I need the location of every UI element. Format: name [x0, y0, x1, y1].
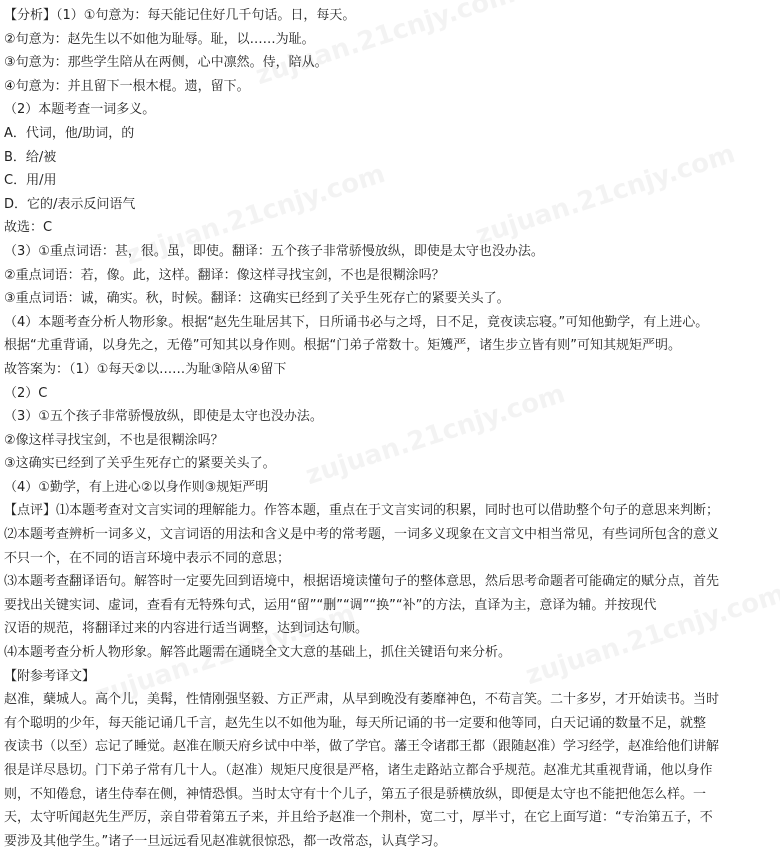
text-line: ②像这样寻找宝剑，不也是很糊涂吗？ [4, 432, 224, 448]
answer-explanation-document [4, 4, 776, 853]
text-line: 则，不知倦怠，诸生侍奉在侧，神情恐惧。当时太守有十个儿子，第五子很是骄横放纵，即便是太守也不能把他怎么样。一 [4, 786, 707, 802]
text-line: 要涉及其他学生。”诸子一旦远远看见赵准就很惊恐，都一改常态，认真学习。 [4, 833, 447, 849]
text-line: 故选：C [4, 220, 53, 236]
text-line: （3）①重点词语：甚，很。虽，即使。翻译：五个孩子非常骄慢放纵，即使是太守也没办法。 [4, 243, 544, 259]
text-line: 很是详尽恳切。门下弟子常有几十人。（赵准）规矩尺度很是严格，诸生走路站立都合乎规范。赵准尤其重视背诵，他以身作 [4, 763, 713, 778]
text-line: 【附参考译文】 [4, 668, 96, 684]
text-line: B．给/被 [4, 149, 57, 165]
text-line: （3）①五个孩子非常骄慢放纵，即使是太守也没办法。 [4, 409, 323, 425]
text-line: 不只一个，在不同的语言环境中表示不同的意思； [4, 550, 291, 566]
text-line: ④句意为：并且留下一根木棍。遗，留下。 [4, 78, 250, 94]
text-line: ③这确实已经到了关乎生死存亡的紧要关头了。 [4, 456, 276, 472]
text-line: ②句意为：赵先生以不如他为耻辱。耻，以……为耻。 [4, 31, 315, 47]
text-line: 【分析】（1）①句意为：每天能记住好几千句话。日，每天。 [4, 8, 356, 23]
text-line: （4）本题考查分析人物形象。根据“赵先生耻居其下，日所诵书必与之埒，日不足，竟夜读忘寝。”可知他勤学，有上进心。 [4, 314, 709, 330]
text-line: D．它的/表示反问语气 [4, 196, 136, 212]
text-line: ②重点词语：若，像。此，这样。翻译：像这样寻找宝剑，不也是很糊涂吗？ [4, 267, 445, 283]
text-line: 要找出关键实词、虚词，查看有无特殊句式，运用“留”“删”“调”“换”“补”的方法，直译为主，意译为辅。并按现代 [4, 597, 657, 613]
text-line: ⑵本题考查辨析一词多义，文言词语的用法和含义是中考的常考题，一词多义现象在文言文中相当常见，有些词所包含的意义 [4, 527, 720, 543]
text-line: （2）本题考查一词多义。 [4, 102, 156, 118]
text-line: 汉语的规范，将翻译过来的内容进行适当调整，达到词达句顺。 [4, 621, 369, 637]
text-line: 赵准，蘖城人。高个儿，美髯，性情刚强坚毅、方正严肃，从早到晚没有萎靡神色，不苟言笑。二十多岁，才开始读书。当时 [4, 692, 720, 708]
text-line: C．用/用 [4, 173, 57, 189]
text-line: ③重点词语：诚，确实。秋，时候。翻译：这确实已经到了关乎生死存亡的紧要关头了。 [4, 291, 510, 307]
text-line: ⑷本题考查分析人物形象。解答此题需在通晓全文大意的基础上，抓住关键语句来分析。 [4, 645, 512, 661]
text-line: ⑶本题考查翻译语句。解答时一定要先回到语境中，根据语境读懂句子的整体意思，然后思考命题者可能确定的赋分点，首先 [4, 574, 720, 590]
text-line: 夜读书（以至）忘记了睡觉。赵准在顺天府乡试中中举，做了学官。藩王令诸郡王都（跟随赵准）学习经学，赵准给他们讲解 [4, 739, 720, 755]
text-line: 根据“尤重背诵，以身先之，无倦”可知其以身作则。根据“门弟子常数十。矩矱严，诸生步立皆有则”可知其规矩严明。 [4, 338, 681, 354]
text-line: 天，太守听闻赵先生严厉，亲自带着第五子来，并且给予赵准一个荆朴，宽二寸，厚半寸，在它上面写道：“专治第五子，不 [4, 810, 713, 826]
text-line: （2）C [4, 385, 48, 401]
text-line: （4）①勤学，有上进心②以身作则③规矩严明 [4, 479, 269, 495]
text-line: A．代词，他/助词，的 [4, 125, 135, 141]
text-line: ③句意为：那些学生陪从在两侧，心中凛然。侍，陪从。 [4, 55, 328, 71]
text-line: 有个聪明的少年，每天能记诵几千言，赵先生以不如他为耻，每天所记诵的书一定要和他等同，白天记诵的数量不足，就整 [4, 715, 707, 731]
text-line: 【点评】⑴本题考查对文言实词的理解能力。作答本题，重点在于文言实词的积累，同时也可以借助整个句子的意思来判断； [4, 503, 720, 519]
text-line: 故答案为：（1）①每天②以……为耻③陪从④留下 [4, 361, 287, 377]
